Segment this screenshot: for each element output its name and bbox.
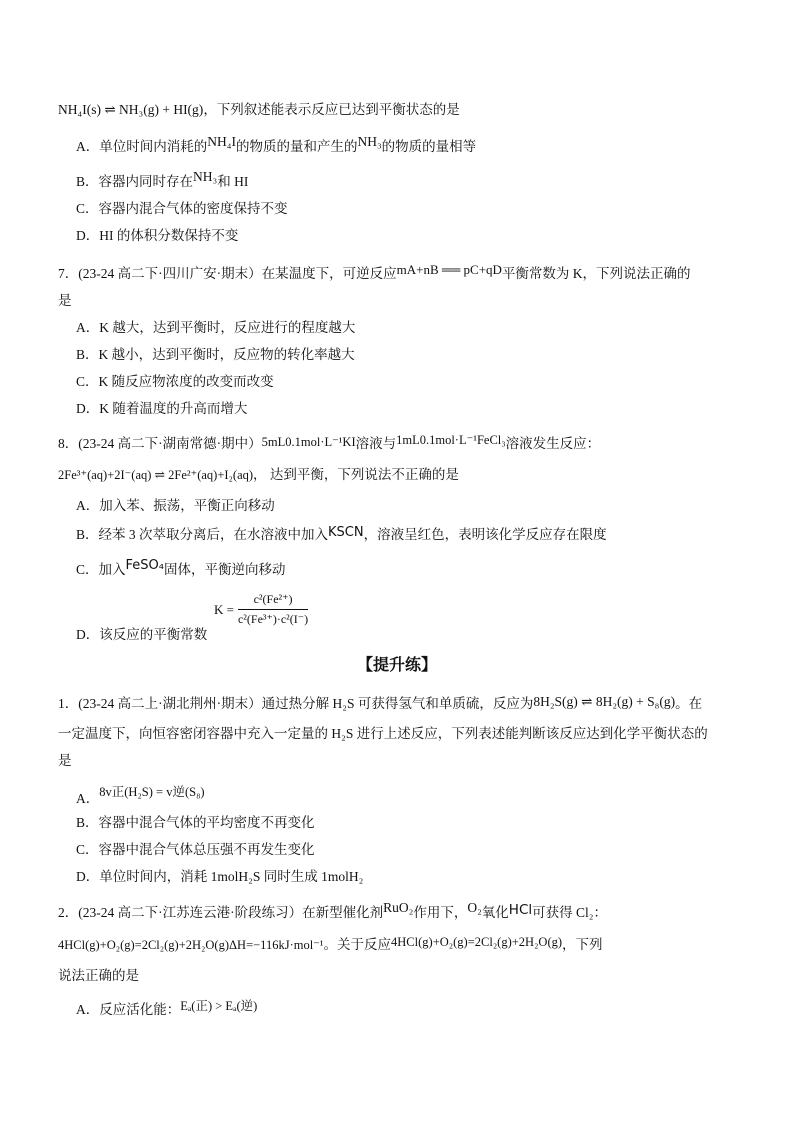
- top-option-b: B．容器内同时存在NH₃和 HI: [76, 169, 249, 189]
- top-reaction-line: [58, 100, 460, 120]
- p1-option-c: C．容器中混合气体总压强不再发生变化: [76, 842, 315, 857]
- q8-k-expression: K = $\frac{\text{c²(Fe²⁺)}}{\text{c²(Fe³⁺)·c²(I⁻)}}$: [214, 592, 309, 626]
- p2-stem-line2: 4HCl(g)+O₂(g)=2Cl₂(g)+2H₂O(g)ΔH=−116kJ·mol⁻¹。关于反应4HCl(g)+O₂(g)=2Cl₂(g)+2H₂O(g)，下列: [58, 935, 603, 952]
- p2-equation-1: 4HCl(g)+O₂(g)=2Cl₂(g)+2H₂O(g)ΔH=−116kJ·mol⁻¹: [58, 938, 324, 952]
- p1-stem-line1: 1．(23-24 高二上·湖北荆州·期末）通过热分解 H₂S 可获得氢气和单质硫，反应为8H₂S(g) ⇌ 8H₂(g) + S₈(g)。在: [58, 694, 703, 711]
- top-option-a: A．单位时间内消耗的NH₄I的物质的量和产生的NH₃的物质的量相等: [76, 134, 477, 154]
- top-question: ，下列叙述能表示反应已达到平衡状态的是: [203, 102, 460, 117]
- p1-reaction: 8H₂S(g) ⇌ 8H₂(g) + S₈(g): [533, 694, 676, 709]
- top-option-d: D．HI 的体积分数保持不变: [76, 228, 239, 243]
- q8-k-denominator: c²(Fe³⁺)·c²(I⁻): [237, 612, 309, 626]
- q7-option-d: D．K 随着温度的升高而增大: [76, 401, 248, 416]
- q8-reaction: 2Fe³⁺(aq)+2I⁻(aq) ⇌ 2Fe²⁺(aq)+I₂(aq): [58, 468, 254, 482]
- q8-stem-line1: 8．(23-24 高二下·湖南常德·期中）5mL0.1mol·L⁻¹KI溶液与1mL0.1mol·L⁻¹FeCl₃溶液发生反应：: [58, 433, 601, 451]
- q7-option-c: C．K 随反应物浓度的改变而改变: [76, 374, 274, 389]
- q8-option-b: B．经苯 3 次萃取分离后，在水溶液中加入KSCN，溶液呈红色，表明该化学反应存在限度: [76, 525, 607, 542]
- section-heading: 【提升练】: [356, 655, 437, 674]
- p2-stem-line3: 说法正确的是: [58, 968, 139, 983]
- p1-stem-line2: 一定温度下，向恒容密闭容器中充入一定量的 H₂S 进行上述反应，下列表述能判断该反应达到化学平衡状态的: [58, 726, 708, 741]
- q8-stem-line2: 2Fe³⁺(aq)+2I⁻(aq) ⇌ 2Fe²⁺(aq)+I₂(aq)， 达到平衡，下列说法不正确的是: [58, 467, 459, 482]
- q8-option-a: A．加入苯、振荡，平衡正向移动: [76, 498, 275, 513]
- q7-stem-line1: 7．(23-24 高二下·四川广安·期末）在某温度下，可逆反应mA+nB ══ pC+qD平衡常数为 K，下列说法正确的: [58, 262, 691, 281]
- q8-option-c: C．加入FeSO₄固体，平衡逆向移动: [76, 558, 286, 577]
- q7-stem-line2: 是: [58, 293, 72, 308]
- q8-option-d-label: D．该反应的平衡常数: [76, 627, 208, 642]
- p1-stem-line3: 是: [58, 753, 72, 768]
- p1-option-b: B．容器中混合气体的平均密度不再变化: [76, 815, 315, 830]
- q7-option-b: B．K 越小，达到平衡时，反应物的转化率越大: [76, 347, 355, 362]
- p1-option-d: D．单位时间内，消耗 1molH₂S 同时生成 1molH₂: [76, 869, 364, 884]
- q7-option-a: A．K 越大，达到平衡时，反应进行的程度越大: [76, 320, 356, 335]
- q8-k-numerator: c²(Fe²⁺): [238, 592, 308, 610]
- p2-option-a: A．反应活化能：Eₐ(正) > Eₐ(逆): [76, 999, 258, 1017]
- q7-reaction: mA+nB ══ pC+qD: [396, 262, 502, 277]
- p2-stem-line1: 2．(23-24 高二下·江苏连云港·阶段练习）在新型催化剂RuO₂作用下，O₂氧化HCl可获得 Cl₂：: [58, 900, 607, 920]
- p1-option-a: A．8v正(H₂S) = v逆(S₈): [76, 785, 205, 806]
- p2-equation-2: 4HCl(g)+O₂(g)=2Cl₂(g)+2H₂O(g): [391, 935, 563, 949]
- top-option-c: C．容器内混合气体的密度保持不变: [76, 201, 288, 216]
- top-reaction: NH₄I(s) ⇌ NH₃(g) + HI(g): [58, 102, 204, 117]
